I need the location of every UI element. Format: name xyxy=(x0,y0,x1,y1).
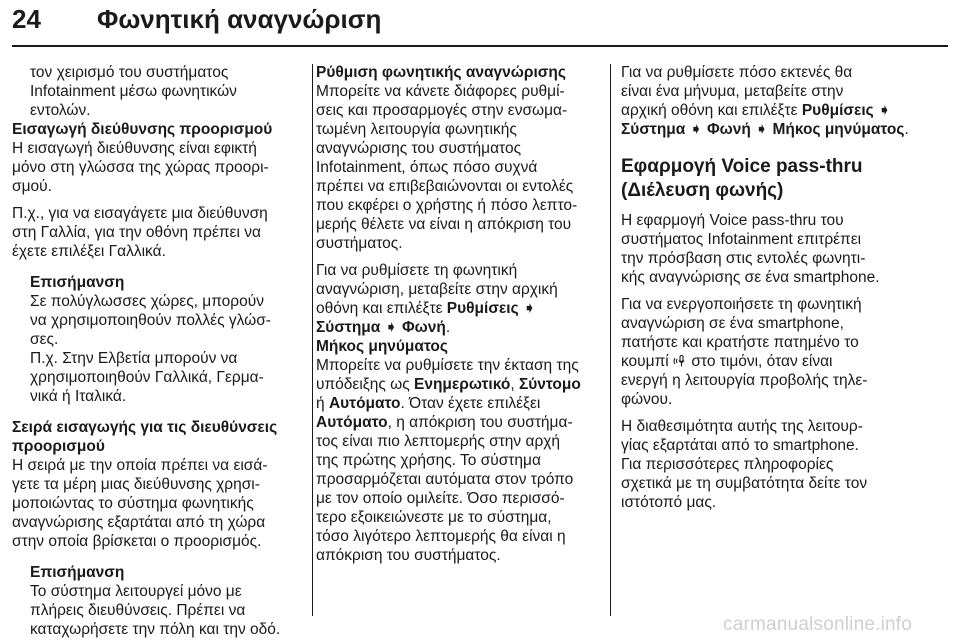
menu-arrow-icon: ➧ xyxy=(522,300,536,317)
text-line: Infotainment μέσω φωνητικών xyxy=(30,83,237,100)
text-line: Μπορείτε να κάνετε διάφορες ρυθμί- xyxy=(316,83,565,100)
text-line: εντολών. xyxy=(30,102,91,119)
text-line xyxy=(316,413,598,432)
text-line: Μπορείτε να ρυθμίσετε την έκταση της xyxy=(316,357,579,374)
text-line: Π.χ. Στην Ελβετία μπορούν να xyxy=(30,350,238,367)
text-fragment: , η απόκριση του συστήμα- xyxy=(387,414,573,431)
text-line: Για να ενεργοποιήσετε τη φωνητική xyxy=(621,296,862,313)
menu-path-voice: Φωνή xyxy=(706,121,751,138)
text-fragment: . Όταν έχετε επιλέξει xyxy=(400,395,541,412)
voice-settings-paragraph-1 xyxy=(316,82,598,253)
text-line: Για να ρυθμίσετε τη φωνητική xyxy=(316,262,518,279)
address-entry-paragraph-2 xyxy=(12,204,303,261)
text-line: συστήματος. xyxy=(316,235,403,252)
text-line: μόνο στη γλώσσα της χώρας προορι- xyxy=(12,159,269,176)
address-entry-paragraph-1 xyxy=(12,139,303,196)
option-auto: Αυτόματο xyxy=(316,414,388,431)
menu-path-system: Σύστημα xyxy=(621,121,686,138)
note-heading: Επισήμανση xyxy=(30,274,125,291)
text-fragment: . xyxy=(904,121,909,138)
text-line: Το σύστημα λειτουργεί μόνο με xyxy=(30,583,242,600)
text-line xyxy=(316,394,598,413)
text-line: χρησιμοποιηθούν Γαλλικά, Γερμα- xyxy=(30,369,264,386)
menu-path-message-length: Μήκος μηνύματος xyxy=(772,121,905,138)
text-line: τος είναι πιο λεπτομερής στην αρχή xyxy=(316,433,561,450)
menu-path-voice: Φωνή xyxy=(401,319,446,336)
text-line: αναγνώρισης εξαρτάται από τη χώρα xyxy=(12,514,266,531)
column-2 xyxy=(316,63,598,565)
text-line: αναγνώριση σε ένα smartphone, xyxy=(621,315,844,332)
text-line: σμού. xyxy=(12,178,52,195)
menu-path-system: Σύστημα xyxy=(316,319,381,336)
voice-settings-paragraph-2 xyxy=(316,261,598,337)
voice-pass-thru-icon xyxy=(673,354,687,368)
text-line: της πρώτης χρήσης. Το σύστημα xyxy=(316,452,541,469)
message-length-paragraph xyxy=(316,356,598,565)
text-line: καταχωρήσετε την πόλη και την οδό. xyxy=(30,621,281,638)
text-line xyxy=(316,375,598,394)
text-line: μερής θέλετε να είναι η απόκριση του xyxy=(316,216,572,233)
text-line: στη Γαλλία, για την οθόνη πρέπει να xyxy=(12,224,261,241)
text-line xyxy=(316,318,598,337)
column-1 xyxy=(12,63,303,639)
column-divider-1 xyxy=(312,64,313,616)
text-fragment: αρχική οθόνη και επιλέξτε xyxy=(621,102,802,119)
message-length-path-paragraph xyxy=(621,63,951,139)
note-box-2 xyxy=(12,563,303,639)
text-fragment: υπόδειξης ως xyxy=(316,376,414,393)
menu-path-settings: Ρυθμίσεις xyxy=(446,300,519,317)
text-fragment: ή xyxy=(316,395,329,412)
section-heading-entry-order xyxy=(12,418,303,456)
voice-pass-thru-paragraph-2 xyxy=(621,295,951,409)
text-line: στην οποία βρίσκεται ο προορισμός. xyxy=(12,533,262,550)
option-short: Σύντομο xyxy=(518,376,581,393)
text-line: γετε τα μέρη μιας διεύθυνσης χρησι- xyxy=(12,476,260,493)
text-line: να χρησιμοποιηθούν πολλές γλώσ- xyxy=(30,312,271,329)
text-line: σες. xyxy=(30,331,59,348)
column-3 xyxy=(621,63,951,512)
text-line: πρέπει να επιβεβαιώνονται οι εντολές xyxy=(316,178,574,195)
text-fragment: στο τιμόνι, όταν είναι xyxy=(687,353,833,370)
heading-line: (Διέλευση φωνής) xyxy=(621,180,784,201)
text-line: ιστότοπό μας. xyxy=(621,494,717,511)
text-line: Η διαθεσιμότητα αυτής της λειτουρ- xyxy=(621,418,863,435)
text-line: πλήρεις διευθύνσεις. Πρέπει να xyxy=(30,602,246,619)
menu-arrow-icon: ➧ xyxy=(689,121,703,138)
text-line: προσαρμόζεται αυτόματα στον τρόπο xyxy=(316,471,574,488)
page-header xyxy=(0,0,960,52)
text-line: φώνου. xyxy=(621,391,673,408)
menu-path-settings: Ρυθμίσεις xyxy=(801,102,874,119)
text-line: Π.χ., για να εισαγάγετε μια διεύθυνση xyxy=(12,205,268,222)
section-heading-voice-pass-thru xyxy=(621,155,951,203)
heading-line: Εφαρμογή Voice pass-thru xyxy=(621,156,863,177)
text-line: τόσο λιγότερο λεπτομερής θα είναι η xyxy=(316,528,566,545)
text-line: αναγνώριση, μεταβείτε στην αρχική xyxy=(316,281,558,298)
text-line: την πρόσβαση στις εντολές φωνητι- xyxy=(621,250,866,267)
text-line: Σε πολύγλωσσες χώρες, μπορούν xyxy=(30,293,264,310)
entry-order-paragraph xyxy=(12,456,303,551)
text-line: τον χειρισμό του συστήματος xyxy=(30,64,229,81)
note-heading: Επισήμανση xyxy=(30,564,125,581)
heading-line: προορισμού xyxy=(12,438,105,455)
text-line: γίας εξαρτάται από το smartphone. xyxy=(621,437,859,454)
text-line: Η σειρά με την οποία πρέπει να εισά- xyxy=(12,457,268,474)
page-number: 24 xyxy=(12,4,41,34)
text-line: απόκριση του συστήματος. xyxy=(316,547,501,564)
text-line: Για να ρυθμίσετε πόσο εκτενές θα xyxy=(621,64,853,81)
note-box-1 xyxy=(12,273,303,406)
text-line: νικά ή Ιταλικά. xyxy=(30,388,127,405)
text-line xyxy=(621,101,951,120)
text-fragment: κουμπί xyxy=(621,353,674,370)
option-auto: Αυτόματο xyxy=(328,395,401,412)
text-line: μοποιώντας το σύστημα φωνητικής xyxy=(12,495,254,512)
column-divider-2 xyxy=(610,64,611,616)
section-heading-message-length: Μήκος μηνύματος xyxy=(316,338,448,355)
page-title: Φωνητική αναγνώριση xyxy=(97,4,382,34)
text-fragment: . xyxy=(445,319,451,336)
option-interactive: Ενημερωτικό xyxy=(414,376,511,393)
text-line xyxy=(621,120,951,139)
text-line: Infotainment, όπως πόσο συχνά xyxy=(316,159,538,176)
text-line: σχετικά με τη συμβατότητα δείτε τον xyxy=(621,475,868,492)
section-heading-voice-settings: Ρύθμιση φωνητικής αναγνώρισης xyxy=(316,64,566,81)
text-fragment: , xyxy=(510,376,519,393)
text-line: τωμένη λειτουργία φωνητικής xyxy=(316,121,517,138)
text-line: Η εφαρμογή Voice pass-thru του xyxy=(621,212,844,229)
text-line: τερο εξοικειώνεστε με το σύστημα, xyxy=(316,509,552,526)
menu-arrow-icon: ➧ xyxy=(878,102,892,119)
text-line: Για περισσότερες πληροφορίες xyxy=(621,456,834,473)
watermark: carmanualsonline.info xyxy=(723,614,913,635)
text-fragment: οθόνη και επιλέξτε xyxy=(316,300,447,317)
text-line xyxy=(621,352,951,371)
text-line: είναι ένα μήνυμα, μεταβείτε στην xyxy=(621,83,844,100)
text-line: αναγνώρισης του συστήματος xyxy=(316,140,522,157)
section-heading-address-entry: Εισαγωγή διεύθυνσης προορισμού xyxy=(12,121,273,138)
header-rule xyxy=(12,45,948,47)
text-line: κής αναγνώρισης σε ένα smartphone. xyxy=(621,269,880,286)
intro-paragraph xyxy=(12,63,303,120)
voice-pass-thru-paragraph-1 xyxy=(621,211,951,287)
text-line: σεις και προσαρμογές στην ενσωμα- xyxy=(316,102,568,119)
text-line: συστήματος Infotainment επιτρέπει xyxy=(621,231,862,248)
menu-arrow-icon: ➧ xyxy=(755,121,769,138)
text-line xyxy=(316,299,598,318)
text-line: ενεργή η λειτουργία προβολής τηλε- xyxy=(621,372,868,389)
text-line: έχετε επιλέξει Γαλλικά. xyxy=(12,243,166,260)
menu-arrow-icon: ➧ xyxy=(384,319,398,336)
voice-pass-thru-paragraph-3 xyxy=(621,417,951,512)
text-line: που εκφέρει ο χρήστης ή πόσο λεπτο- xyxy=(316,197,578,214)
text-line: πατήστε και κρατήστε πατημένο το xyxy=(621,334,859,351)
text-line: Η εισαγωγή διεύθυνσης είναι εφικτή xyxy=(12,140,257,157)
heading-line: Σειρά εισαγωγής για τις διευθύνσεις xyxy=(12,419,278,436)
text-line: με τον οποίο ομιλείτε. Όσο περισσό- xyxy=(316,490,565,507)
